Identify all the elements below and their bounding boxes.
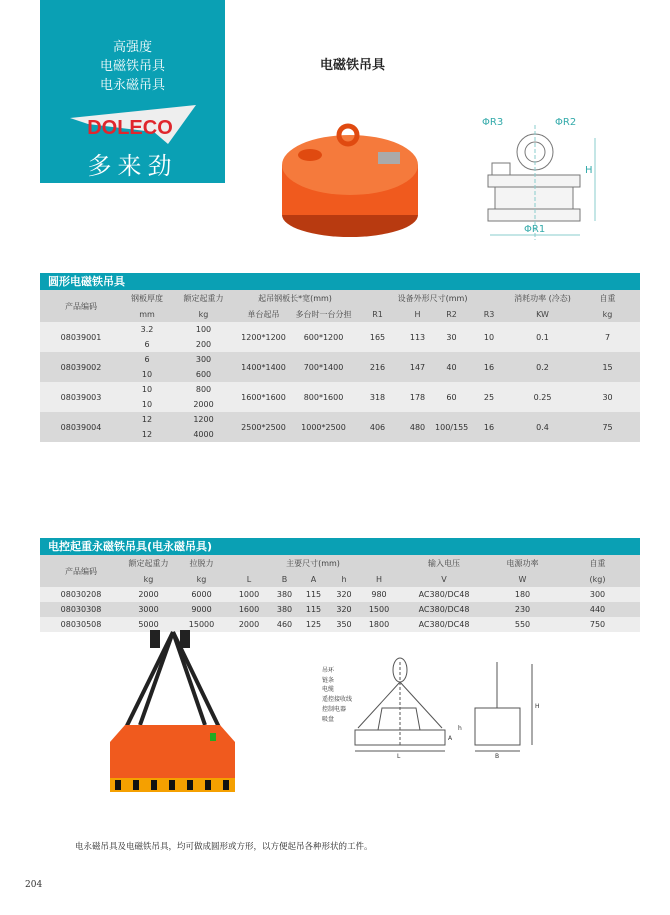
svg-text:电缆: 电缆 xyxy=(322,686,335,693)
cell-h: 113 xyxy=(400,322,435,352)
table2-title: 电控起重永磁铁吊具(电永磁吊具) xyxy=(40,538,640,555)
cell-r1: 406 xyxy=(355,412,400,442)
header-unit: KW xyxy=(510,306,575,322)
svg-text:ΦR3: ΦR3 xyxy=(482,117,504,128)
cell-h: 350 xyxy=(336,620,352,629)
header-weight: 自重 xyxy=(555,555,640,571)
cell-single: 1600*1600 xyxy=(235,382,292,412)
header-h-small: h xyxy=(328,571,360,587)
cell-load: 100 200 xyxy=(172,322,235,352)
header-single: 单台起吊 xyxy=(235,306,292,322)
cell-multi: 1000*2500 xyxy=(292,412,355,442)
cell-pull: 15000 xyxy=(188,620,215,629)
brand-panel xyxy=(40,0,225,183)
cell-B: 380 xyxy=(276,605,293,614)
cell-power: 230 xyxy=(514,605,531,614)
header-r3: R3 xyxy=(468,306,510,322)
cell-weight: 15 xyxy=(575,352,640,382)
header-thickness: 钢板厚度 xyxy=(122,290,172,306)
doleco-logo xyxy=(68,104,198,144)
header-l: L xyxy=(228,571,270,587)
cell-code: 08039004 xyxy=(40,412,122,442)
cell-weight: 75 xyxy=(575,412,640,442)
svg-text:H: H xyxy=(535,703,540,710)
cell-multi: 700*1400 xyxy=(292,352,355,382)
cell-load: 5000 xyxy=(138,620,159,629)
svg-text:吊环: 吊环 xyxy=(322,667,335,674)
brand-line: 电磁铁吊具 xyxy=(99,59,165,74)
header-b: B xyxy=(270,571,299,587)
cell-h: 178 xyxy=(400,382,435,412)
cell-weight: 300 xyxy=(589,590,606,599)
cell-thickness: 12 12 xyxy=(122,412,172,442)
cell-load: 800 2000 xyxy=(172,382,235,412)
lifter-diagram xyxy=(300,650,580,770)
permanent-magnet-table xyxy=(40,555,640,632)
cell-load: 1200 4000 xyxy=(172,412,235,442)
svg-text:DOLECO: DOLECO xyxy=(87,117,173,139)
cell-A: 125 xyxy=(305,620,322,629)
header-power: 消耗功率 (冷态) xyxy=(510,290,575,306)
header-code: 产品编码 xyxy=(40,555,122,587)
header-unit: kg xyxy=(172,306,235,322)
cell-load: 300 600 xyxy=(172,352,235,382)
cell-r3: 25 xyxy=(468,382,510,412)
svg-text:吸盘: 吸盘 xyxy=(322,716,335,723)
cell-code: 08030308 xyxy=(60,605,102,614)
header-unit: V xyxy=(398,571,490,587)
cell-power: 0.2 xyxy=(510,352,575,382)
cell-voltage: AC380/DC48 xyxy=(418,620,470,629)
cell-load: 2000 xyxy=(138,590,159,599)
cell-thickness: 10 10 xyxy=(122,382,172,412)
svg-text:H: H xyxy=(585,165,593,176)
cell-L: 1000 xyxy=(238,590,260,599)
header-unit: mm xyxy=(122,306,172,322)
cell-r2: 40 xyxy=(435,352,468,382)
svg-text:B: B xyxy=(495,753,500,760)
round-magnet-photo xyxy=(270,110,430,250)
round-magnet-diagram xyxy=(460,105,610,245)
svg-text:ΦR1: ΦR1 xyxy=(524,224,546,235)
cell-thickness: 3.2 6 xyxy=(122,322,172,352)
header-h: H xyxy=(400,306,435,322)
header-unit: kg xyxy=(575,306,640,322)
cell-pull: 6000 xyxy=(191,590,212,599)
cell-multi: 800*1600 xyxy=(292,382,355,412)
cell-weight: 7 xyxy=(575,322,640,352)
cell-power: 0.25 xyxy=(510,382,575,412)
header-h: H xyxy=(360,571,398,587)
cell-single: 2500*2500 xyxy=(235,412,292,442)
header-r1: R1 xyxy=(355,306,400,322)
cell-r3: 16 xyxy=(468,352,510,382)
cell-r1: 216 xyxy=(355,352,400,382)
table-row xyxy=(40,412,640,442)
cell-A: 115 xyxy=(305,590,322,599)
cell-single: 1200*1200 xyxy=(235,322,292,352)
cell-single: 1400*1400 xyxy=(235,352,292,382)
cell-load: 3000 xyxy=(138,605,159,614)
round-magnet-table xyxy=(40,290,640,442)
header-weight: 自重 xyxy=(575,290,640,306)
cell-B: 460 xyxy=(276,620,293,629)
cell-voltage: AC380/DC48 xyxy=(418,605,470,614)
cell-code: 08039002 xyxy=(40,352,122,382)
cell-power: 550 xyxy=(514,620,531,629)
cell-power: 0.1 xyxy=(510,322,575,352)
header-unit: kg xyxy=(122,571,175,587)
svg-text:控制电器: 控制电器 xyxy=(322,706,347,713)
header-a: A xyxy=(299,571,328,587)
header-unit: (kg) xyxy=(555,571,640,587)
cell-voltage: AC380/DC48 xyxy=(418,590,470,599)
cell-r3: 16 xyxy=(468,412,510,442)
lifter-photo xyxy=(95,630,250,815)
svg-text:遥控接收线: 遥控接收线 xyxy=(322,696,353,703)
header-pull: 拉脱力 xyxy=(175,555,228,571)
cell-L: 1600 xyxy=(238,605,260,614)
header-voltage: 输入电压 xyxy=(398,555,490,571)
cell-pull: 9000 xyxy=(191,605,212,614)
table-row xyxy=(40,322,640,352)
cell-code: 08030208 xyxy=(60,590,102,599)
cell-H: 1800 xyxy=(368,620,390,629)
svg-text:h: h xyxy=(458,725,462,732)
caption: 电永磁吊具及电磁铁吊具，均可做成圆形或方形，以方便起吊各种形状的工件。 xyxy=(75,842,373,852)
cell-r2: 30 xyxy=(435,322,468,352)
cell-h: 320 xyxy=(336,590,352,599)
cell-h: 320 xyxy=(336,605,352,614)
header-unit: kg xyxy=(175,571,228,587)
header-multi: 多台时一台分担 xyxy=(292,306,355,322)
header-power: 电源功率 xyxy=(490,555,555,571)
cell-r2: 60 xyxy=(435,382,468,412)
cell-weight: 30 xyxy=(575,382,640,412)
cell-multi: 600*1200 xyxy=(292,322,355,352)
header-plate: 起吊钢板长*宽(mm) xyxy=(235,290,355,306)
cell-r3: 10 xyxy=(468,322,510,352)
cell-H: 1500 xyxy=(368,605,390,614)
cell-A: 115 xyxy=(305,605,322,614)
page-number: 204 xyxy=(25,880,43,890)
cell-weight: 440 xyxy=(589,605,606,614)
cell-H: 980 xyxy=(371,590,387,599)
header-code: 产品编码 xyxy=(40,290,122,322)
cell-L: 2000 xyxy=(238,620,260,629)
cell-r1: 165 xyxy=(355,322,400,352)
page-title: 电磁铁吊具 xyxy=(319,58,385,73)
cell-weight: 750 xyxy=(589,620,606,629)
table-row xyxy=(40,382,640,412)
header-load: 额定起重力 xyxy=(172,290,235,306)
table-row xyxy=(40,352,640,382)
cell-h: 480 xyxy=(400,412,435,442)
cell-code: 08039003 xyxy=(40,382,122,412)
cell-power: 0.4 xyxy=(510,412,575,442)
header-r2: R2 xyxy=(435,306,468,322)
cell-power: 180 xyxy=(514,590,531,599)
cell-B: 380 xyxy=(276,590,293,599)
cell-thickness: 6 10 xyxy=(122,352,172,382)
header-load: 额定起重力 xyxy=(122,555,175,571)
svg-text:链条: 链条 xyxy=(322,677,335,684)
cell-r1: 318 xyxy=(355,382,400,412)
svg-text:L: L xyxy=(397,753,401,760)
cell-code: 08030508 xyxy=(60,620,102,629)
cell-h: 147 xyxy=(400,352,435,382)
svg-text:ΦR2: ΦR2 xyxy=(555,117,577,128)
header-unit: W xyxy=(490,571,555,587)
cell-r2: 100/155 xyxy=(435,412,468,442)
brand-line: 电永磁吊具 xyxy=(99,78,165,93)
brand-line: 高强度 xyxy=(112,40,152,55)
cell-code: 08039001 xyxy=(40,322,122,352)
table-row xyxy=(40,587,640,602)
header-dims: 主要尺寸(mm) xyxy=(228,555,398,571)
table-row xyxy=(40,602,640,617)
brand-name: 多来劲 xyxy=(87,152,178,180)
header-dims: 设备外形尺寸(mm) xyxy=(355,290,510,306)
table1-title: 圆形电磁铁吊具 xyxy=(40,273,640,290)
svg-text:A: A xyxy=(448,735,453,742)
